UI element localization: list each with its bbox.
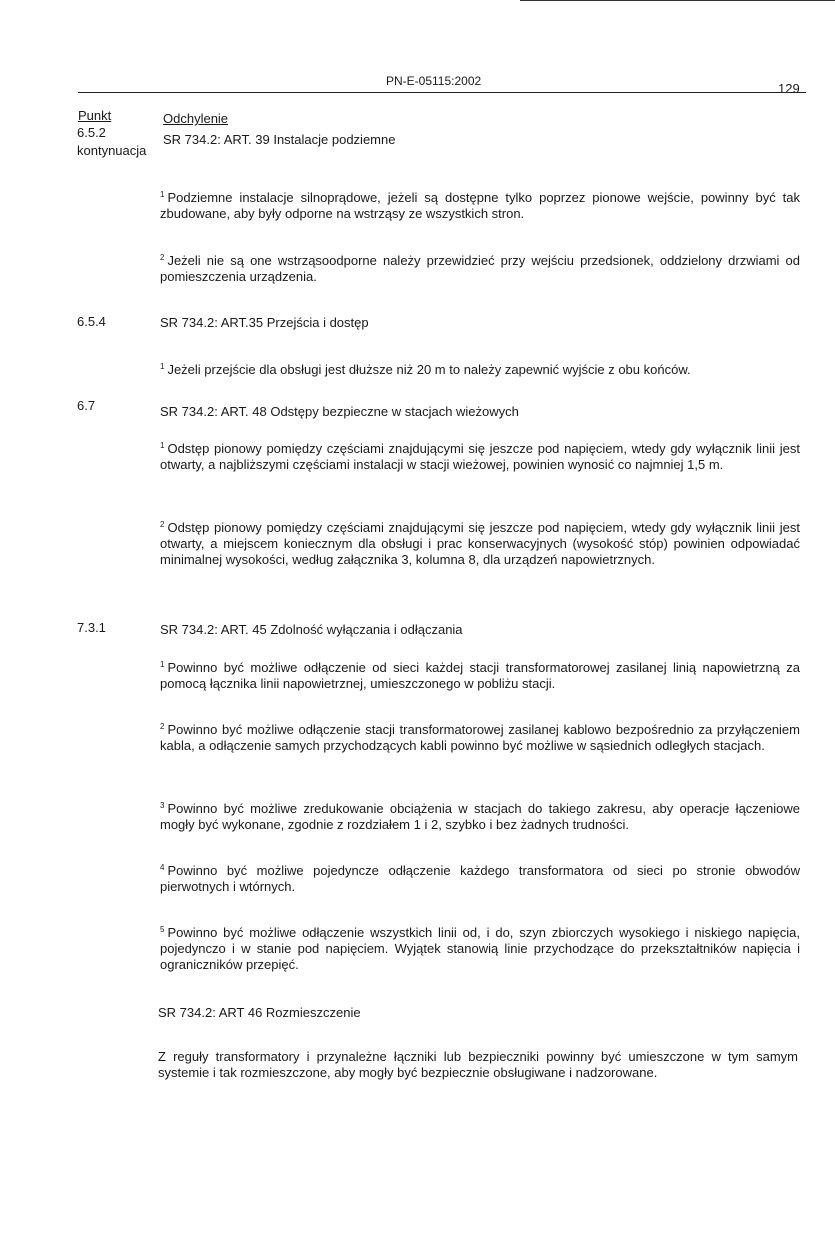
section-number: 6.5.2 <box>77 125 106 140</box>
paragraph-text: Powinno być możliwe pojedyncze odłączenie każdego transformatora od sieci po stronie obwodów pierwotnych i wtórnych. <box>160 863 800 894</box>
paragraph <box>160 362 800 378</box>
paragraph-text: Jeżeli przejście dla obsługi jest dłuższe niż 20 m to należy zapewnić wyjście z obu końców. <box>167 362 691 377</box>
paragraph <box>160 660 800 692</box>
paragraph-text: Z reguły transformatory i przynależne łączniki lub bezpieczniki powinny być umieszczone w tym samym systemie i tak rozmieszczone, aby mogły być bezpiecznie obsługiwane i nadzorowane. <box>158 1049 798 1080</box>
paragraph-text: Odstęp pionowy pomiędzy częściami znajdującymi się jeszcze pod napięciem, wtedy gdy wyłącznik linii jest otwarty, a najbliższymi częściami instalacji w stacji wieżowej, powinien wynosić co najmniej 1,5 m. <box>160 441 800 472</box>
paragraph-text: Powinno być możliwe odłączenie stacji transformatorowej zasilanej kablowo bezpośrednio za przyłączeniem kabla, a odłączenie samych przychodzących kabli powinno być możliwe w sąsiednich odległych stacjach. <box>160 722 800 753</box>
paragraph <box>160 190 800 222</box>
section-number: 6.5.4 <box>77 314 106 329</box>
paragraph-text: Jeżeli nie są one wstrząsoodporne należy przewidzieć przy wejściu przedsionek, oddzielony drzwiami od pomieszczenia urządzenia. <box>160 253 800 284</box>
column-header-punkt: Punkt <box>78 108 112 123</box>
paragraph-text: Podziemne instalacje silnoprądowe, jeżeli są dostępne tylko poprzez pionowe wejście, powinny być tak zbudowane, aby były odporne na wstrząsy ze wszystkich stron. <box>160 190 800 221</box>
top-edge-line <box>520 0 835 1</box>
footnote-marker: 2 <box>160 519 165 529</box>
section-continuation-label: kontynuacja <box>77 143 147 158</box>
footnote-marker: 2 <box>160 252 165 262</box>
column-header-odchylenie: Odchylenie <box>163 111 229 126</box>
paragraph <box>158 1049 798 1081</box>
paragraph-text: Powinno być możliwe odłączenie od sieci każdej stacji transformatorowej zasilanej linią napowietrzną za pomocą łącznika linii napowietrznej, umieszczonego w pobliżu stacji. <box>160 660 800 691</box>
section-number: 6.7 <box>77 398 96 413</box>
footnote-marker: 1 <box>160 440 165 450</box>
footnote-marker: 1 <box>160 659 165 669</box>
paragraph <box>160 441 800 473</box>
paragraph-text: Powinno być możliwe odłączenie wszystkich linii od, i do, szyn zbiorczych wysokiego i niskiego napięcia, pojedynczo i w stanie pod napięciem. Wyjątek stanowią linie przychodzące do przekształtników napięcia i ograniczników przepięć. <box>160 925 800 972</box>
footnote-marker: 4 <box>160 862 165 872</box>
footnote-marker: 1 <box>160 361 165 371</box>
document-standard-title: PN-E-05115:2002 <box>386 74 482 88</box>
page-number: 129 <box>778 81 800 96</box>
footnote-marker: 1 <box>160 189 165 199</box>
section-heading: SR 734.2: ART.35 Przejścia i dostęp <box>160 315 369 330</box>
section-number: 7.3.1 <box>77 620 106 635</box>
section-heading: SR 734.2: ART 46 Rozmieszczenie <box>158 1005 361 1020</box>
section-heading: SR 734.2: ART. 45 Zdolność wyłączania i odłączania <box>160 622 463 637</box>
section-heading: SR 734.2: ART. 48 Odstępy bezpieczne w stacjach wieżowych <box>160 404 519 419</box>
header-rule <box>78 92 806 93</box>
paragraph <box>160 722 800 754</box>
footnote-marker: 5 <box>160 924 165 934</box>
paragraph <box>160 925 800 973</box>
paragraph <box>160 520 800 568</box>
section-heading: SR 734.2: ART. 39 Instalacje podziemne <box>163 132 396 147</box>
paragraph-text: Odstęp pionowy pomiędzy częściami znajdującymi się jeszcze pod napięciem, wtedy gdy wyłącznik linii jest otwarty, a miejscem koniecznym dla obsługi i prac konserwacyjnych (wysokość stóp) powinien odpowiadać minimalnej wysokości, według załącznika 3, kolumna 8, dla urządzeń napowietrznych. <box>160 520 800 567</box>
paragraph-text: Powinno być możliwe zredukowanie obciążenia w stacjach do takiego zakresu, aby operacje łączeniowe mogły być wykonane, zgodnie z rozdziałem 1 i 2, szybko i bez żadnych trudności. <box>160 801 800 832</box>
paragraph <box>160 863 800 895</box>
paragraph <box>160 801 800 833</box>
paragraph <box>160 253 800 285</box>
footnote-marker: 2 <box>160 721 165 731</box>
footnote-marker: 3 <box>160 800 165 810</box>
